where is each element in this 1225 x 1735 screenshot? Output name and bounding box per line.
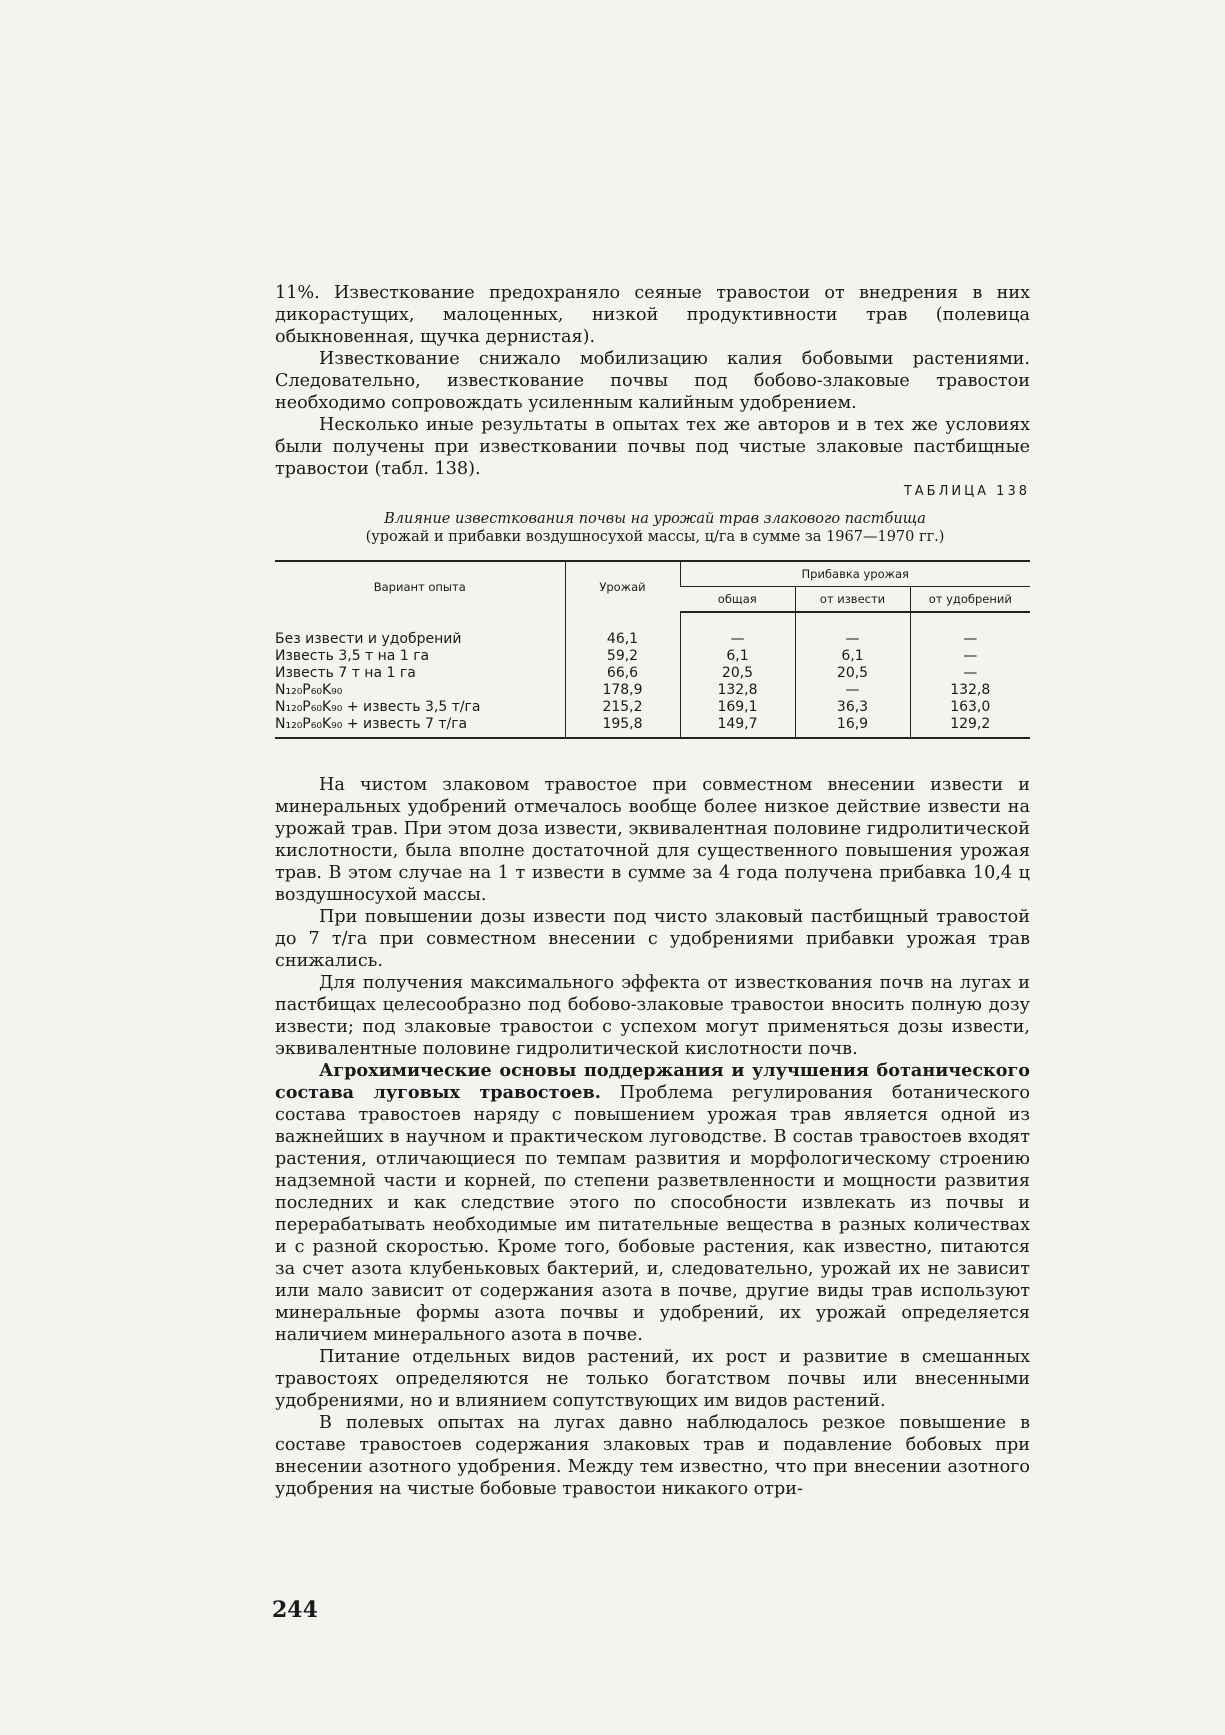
table-row: [275, 699, 1030, 716]
cell-total: 20,5: [680, 665, 795, 682]
data-table: [275, 560, 1030, 739]
table-subtitle: (урожай и прибавки воздушносухой массы, ц/га в сумме за 1967—1970 гг.): [365, 529, 945, 545]
cell-total: 132,8: [680, 682, 795, 699]
cell-from-lime: 16,9: [795, 716, 910, 738]
main-text-2: [275, 774, 1030, 1500]
cell-from-fertilizer: 163,0: [910, 699, 1030, 716]
paragraph: Несколько иные результаты в опытах тех же авторов и в тех же условиях были получены при известковании почвы под чистые злаковые пастбищные травостои (табл. 138).: [275, 415, 1030, 479]
section-heading: Агрохимические основы поддержания и улучшения ботанического состава луговых травостоев.: [275, 1060, 1030, 1103]
page-number: 244: [272, 1597, 318, 1623]
cell-from-lime: —: [795, 682, 910, 699]
cell-from-fertilizer: —: [910, 612, 1030, 648]
paragraph: Питание отдельных видов растений, их рост и развитие в смешанных травостоях определяются не только богатством почвы или внесенными удобрениями, но и влиянием сопутствующих им видов растений.: [275, 1347, 1030, 1411]
cell-from-fertilizer: 132,8: [910, 682, 1030, 699]
table-title: Влияние известкования почвы на урожай трав злакового пастбища: [384, 511, 926, 527]
section-paragraph: [275, 1060, 1030, 1346]
cell-from-lime: 20,5: [795, 665, 910, 682]
table-row: [275, 648, 1030, 665]
section-text: Проблема регулирования ботанического состава травостоев наряду с повышением урожая трав является одной из важнейших в научном и практическом луговодстве. В состав травостоев входят растения, отличающиеся по темпам развития и морфологическому строению надземной части и корней, по степени разветвленности и мощности развития последних и как следствие этого по способности извлекать из почвы и перерабатывать необходимые им питательные вещества в разных количествах и с разной скоростью. Кроме того, бобовые растения, как известно, питаются за счет азота клубеньковых бактерий, и, следовательно, урожай их не зависит или мало зависит от содержания азота в почве, другие виды трав используют минеральные формы азота почвы и удобрений, их урожай определяется наличием минерального азота в почве.: [275, 1083, 1031, 1345]
table-caption: [290, 510, 1020, 546]
cell-yield: 178,9: [565, 682, 680, 699]
cell-from-fertilizer: —: [910, 665, 1030, 682]
cell-yield: 215,2: [565, 699, 680, 716]
header-variant: Вариант опыта: [275, 561, 565, 612]
cell-total: —: [680, 612, 795, 648]
main-text: [275, 282, 1030, 480]
table-label: ТАБЛИЦА 138: [903, 484, 1030, 499]
table-row: [275, 716, 1030, 738]
table-row: [275, 612, 1030, 648]
cell-from-lime: 36,3: [795, 699, 910, 716]
cell-variant: Известь 7 т на 1 га: [275, 665, 416, 681]
cell-variant: N₁₂₀P₆₀K₉₀ + известь 3,5 т/га: [275, 699, 481, 715]
header-increase: Прибавка урожая: [680, 561, 1030, 587]
table-row: [275, 682, 1030, 699]
cell-variant: Известь 3,5 т на 1 га: [275, 648, 430, 664]
cell-total: 149,7: [680, 716, 795, 738]
paragraph: Известкование снижало мобилизацию калия бобовыми растениями. Следовательно, известкование почвы под бобово-злаковые травостои необходимо сопровождать усиленным калийным удобрением.: [275, 349, 1030, 413]
cell-total: 169,1: [680, 699, 795, 716]
cell-yield: 195,8: [565, 716, 680, 738]
paragraph: При повышении дозы извести под чисто злаковый пастбищный травостой до 7 т/га при совместном внесении с удобрениями прибавки урожая трав снижались.: [275, 907, 1030, 971]
cell-variant: N₁₂₀P₆₀K₉₀ + известь 7 т/га: [275, 716, 565, 738]
cell-variant: N₁₂₀P₆₀K₉₀: [275, 682, 343, 698]
cell-from-lime: 6,1: [795, 648, 910, 665]
header-total: общая: [680, 587, 795, 613]
header-from-fertilizer: от удобрений: [910, 587, 1030, 613]
paragraph: В полевых опытах на лугах давно наблюдалось резкое повышение в составе травостоев содержания злаковых трав и подавление бобовых при внесении азотного удобрения. Между тем известно, что при внесении азотного удобрения на чистые бобовые травостои никакого отри-: [275, 1413, 1030, 1499]
cell-from-lime: —: [795, 612, 910, 648]
cell-yield: 59,2: [565, 648, 680, 665]
header-from-lime: от извести: [795, 587, 910, 613]
cell-variant: Без извести и удобрений: [275, 630, 462, 647]
header-yield: Урожай: [565, 561, 680, 612]
paragraph: На чистом злаковом травостое при совместном внесении извести и минеральных удобрений отмечалось вообще более низкое действие извести на урожай трав. При этом доза извести, эквивалентная половине гидролитической кислотности, была вполне достаточной для существенного повышения урожая трав. В этом случае на 1 т извести в сумме за 4 года получена прибавка 10,4 ц воздушносухой массы.: [275, 775, 1030, 905]
cell-total: 6,1: [680, 648, 795, 665]
cell-yield: 66,6: [565, 665, 680, 682]
paragraph: Для получения максимального эффекта от известкования почв на лугах и пастбищах целесообразно под бобово-злаковые травостои вносить полную дозу извести; под злаковые травостои с успехом могут применяться дозы извести, эквивалентные половине гидролитической кислотности почв.: [275, 973, 1030, 1059]
cell-from-fertilizer: 129,2: [910, 716, 1030, 738]
table-row: [275, 665, 1030, 682]
paragraph: 11%. Известкование предохраняло сеяные травостои от внедрения в них дикорастущих, малоценных, низкой продуктивности трав (полевица обыкновенная, щучка дернистая).: [275, 283, 1030, 347]
cell-from-fertilizer: —: [910, 648, 1030, 665]
cell-yield: 46,1: [565, 612, 680, 648]
